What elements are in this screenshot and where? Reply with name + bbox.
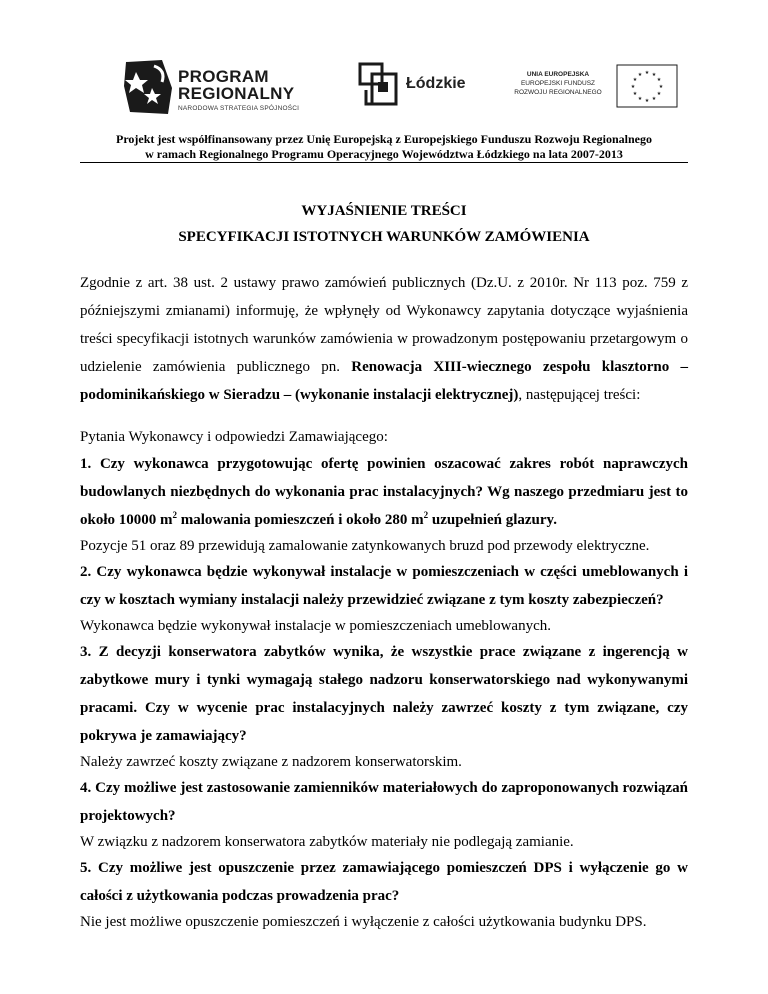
- program-logo-line1: PROGRAM: [178, 67, 269, 86]
- cofinancing-line1: Projekt jest współfinansowany przez Unię Europejską z Europejskiego Funduszu Rozwoju Regionalnego: [115, 132, 653, 146]
- question-1: [80, 450, 688, 534]
- question-1-sup2: 2: [423, 510, 429, 520]
- lodzkie-logo-text: Łódzkie: [406, 75, 466, 92]
- svg-text:★: ★: [630, 84, 636, 90]
- answer-1: Pozycje 51 oraz 89 przewidują zamalowanie zatynkowanych bruzd pod przewody elektryczne.: [80, 538, 650, 554]
- question-2: 2. Czy wykonawca będzie wykonywał instalacje w pomieszczeniach w części umeblowanych i czy w kosztach wymiany instalacji należy przewidzieć związane z tym koszty zabezpieczeń?: [80, 564, 688, 608]
- svg-text:★: ★: [658, 84, 664, 90]
- eu-logo: [508, 64, 688, 110]
- intro-text-before: Zgodnie z art. 38 ust. 2 ustawy prawo zamówień publicznych (Dz.U. z 2010r. Nr 113 poz. 759 z późniejszymi zmianami) informuję, że wpłynęły od Wykonawcy zapytania dotyczące wyjaśnienia treści specyfikacji istotnych warunków zamówienia w prowadzonym postępowaniu przetargowym o udzielenie zamówienia publicznego pn.: [80, 275, 688, 375]
- question-1-part3: uzupełnień glazury.: [428, 512, 557, 528]
- qa-intro: Pytania Wykonawcy i odpowiedzi Zamawiającego:: [80, 429, 388, 445]
- svg-text:★: ★: [656, 91, 662, 97]
- program-regionalny-emblem-icon: [122, 58, 174, 116]
- answer-3: Należy zawrzeć koszty związane z nadzorem konserwatorskim.: [80, 754, 462, 770]
- svg-text:★: ★: [637, 72, 643, 78]
- intro-paragraph: [80, 269, 688, 409]
- svg-text:★: ★: [644, 98, 650, 104]
- question-1-part1: 1. Czy wykonawca przygotowując ofertę powinien oszacować zakres robót naprawczych budowlanych niezbędnych do wykonania prac instalacyjnych? Wg naszego przedmiaru jest to około 10000 m: [80, 456, 688, 528]
- answer-2: Wykonawca będzie wykonywał instalacje w pomieszczeniach umeblowanych.: [80, 618, 551, 634]
- eu-flag-icon: [616, 64, 678, 108]
- intro-text-after: , następującej treści:: [518, 387, 641, 403]
- project-name: Renowacja XIII-wiecznego zespołu klasztorno – podominikańskiego w Sieradzu – (wykonanie instalacji elektrycznej): [80, 359, 688, 403]
- question-5: 5. Czy możliwe jest opuszczenie przez zamawiającego pomieszczeń DPS i wyłączenie go w całości z użytkowania podczas prowadzenia prac?: [80, 860, 688, 904]
- document-title-line2: SPECYFIKACJI ISTOTNYCH WARUNKÓW ZAMÓWIENIA: [178, 229, 590, 245]
- cofinancing-line2: w ramach Regionalnego Programu Operacyjnego Województwa Łódzkiego na lata 2007-2013: [145, 147, 623, 161]
- cofinancing-note: [80, 132, 688, 162]
- question-4: 4. Czy możliwe jest zastosowanie zamienników materiałowych do zaproponowanych rozwiązań projektowych?: [80, 780, 688, 824]
- answer-5: Nie jest możliwe opuszczenie pomieszczeń i wyłączenie z całości użytkowania budynku DPS.: [80, 914, 647, 930]
- svg-text:★: ★: [632, 91, 638, 97]
- svg-text:★: ★: [637, 96, 643, 102]
- svg-text:★: ★: [651, 72, 657, 78]
- svg-text:★: ★: [632, 77, 638, 83]
- program-logo-line2: REGIONALNY: [178, 84, 295, 103]
- svg-text:★: ★: [656, 77, 662, 83]
- eu-logo-line2: EUROPEJSKI FUNDUSZ: [520, 80, 596, 87]
- document-body: [80, 269, 688, 934]
- program-regionalny-logo: [122, 58, 352, 120]
- svg-text:★: ★: [651, 96, 657, 102]
- svg-text:★: ★: [644, 70, 650, 76]
- document-title-line1: WYJAŚNIENIE TREŚCI: [301, 203, 467, 219]
- program-logo-line3: NARODOWA STRATEGIA SPÓJNOŚCI: [178, 105, 300, 112]
- logo-bar: [0, 52, 768, 122]
- eu-logo-line1: UNIA EUROPEJSKA: [526, 71, 590, 78]
- header-divider: [80, 162, 688, 163]
- question-1-sup1: 2: [172, 510, 178, 520]
- lodzkie-emblem-icon: [356, 60, 402, 110]
- question-1-part2: malowania pomieszczeń i około 280 m: [177, 512, 424, 528]
- eu-logo-line3: ROZWOJU REGIONALNEGO: [514, 89, 602, 96]
- lodzkie-logo: [356, 60, 496, 110]
- question-3: 3. Z decyzji konserwatora zabytków wynika, że wszystkie prace związane z ingerencją w zabytkowe mury i tynki wymagają stałego nadzoru konserwatorskiego nad wykonywanymi pracami. Czy w wycenie prac instalacyjnych należy zawrzeć koszty z tym związane, czy pokrywa je zamawiający?: [80, 644, 688, 744]
- answer-4: W związku z nadzorem konserwatora zabytków materiały nie podlegają zamianie.: [80, 834, 574, 850]
